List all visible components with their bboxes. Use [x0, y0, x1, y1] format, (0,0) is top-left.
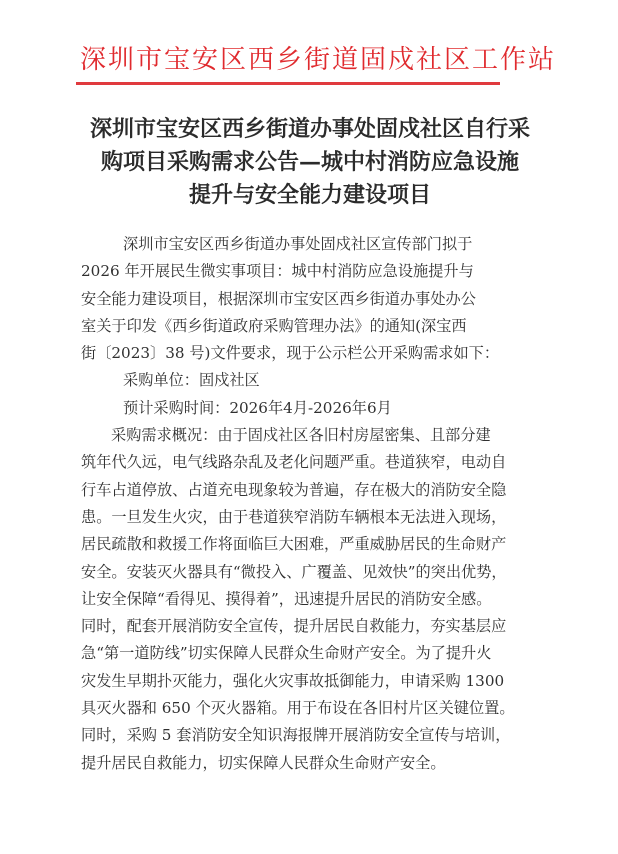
body-line: 街〔2023〕38 号)文件要求，现于公示栏公开采购需求如下：: [81, 344, 500, 363]
title-line: 提升与安全能力建设项目: [188, 182, 431, 208]
body-line: 急“第一道防线”切实保障人民群众生命财产安全。为了提升火: [81, 644, 492, 663]
body-line: 2026 年开展民生微实事项目：城中村消防应急设施提升与: [81, 262, 474, 281]
body-line: 具灭火器和 650 个灭火器箱。用于布设在各旧村片区关键位置。: [81, 699, 515, 718]
body-line: 安全能力建设项目，根据深圳市宝安区西乡街道办事处办公: [81, 289, 476, 308]
body-line-purchase-time: 预计采购时间：2026年4月-2026年6月: [123, 398, 392, 417]
body-line: 灾发生早期扑灭能力，强化火灾事故抵御能力，申请采购 1300: [81, 671, 505, 690]
document-body: [81, 231, 533, 777]
body-line: 提升居民自救能力，切实保障人民群众生命财产安全。: [81, 753, 446, 772]
body-line: 患。一旦发生火灾，由于巷道狭窄消防车辆根本无法进入现场，: [81, 507, 507, 526]
body-line: 深圳市宝安区西乡街道办事处固戍社区宣传部门拟于: [123, 235, 473, 253]
body-line: 让安全保障“看得见、摸得着”，迅速提升居民的消防安全感。: [81, 589, 492, 608]
title-line: 深圳市宝安区西乡街道办事处固戍社区自行采: [89, 116, 530, 142]
body-line: 同时，配套开展消防安全宣传，提升居民自救能力，夯实基层应: [81, 617, 507, 636]
body-line: 安全。安装灭火器具有“微投入、广覆盖、见效快”的突出优势，: [81, 562, 507, 581]
header-red-rule: [76, 82, 500, 85]
body-line: 居民疏散和救援工作将面临巨大困难，严重威胁居民的生命财产: [81, 535, 507, 554]
body-line-overview: 采购需求概况：由于固戍社区各旧村房屋密集、且部分建: [111, 426, 491, 445]
body-line: 同时，采购 5 套消防安全知识海报牌开展消防安全宣传与培训，: [81, 726, 511, 745]
organization-header: 深圳市宝安区西乡街道固戍社区工作站: [80, 45, 557, 75]
body-line: 行车占道停放、占道充电现象较为普遍，存在极大的消防安全隐: [81, 480, 507, 499]
body-line: 筑年代久远，电气线路杂乱及老化问题严重。巷道狭窄，电动自: [81, 453, 507, 472]
document-title: [60, 113, 560, 212]
title-line: 购项目采购需求公告—城中村消防应急设施: [100, 149, 519, 175]
body-line-purchasing-unit: 采购单位：固戍社区: [123, 371, 260, 390]
body-line: 室关于印发《西乡街道政府采购管理办法》的通知(深宝西: [81, 316, 467, 335]
